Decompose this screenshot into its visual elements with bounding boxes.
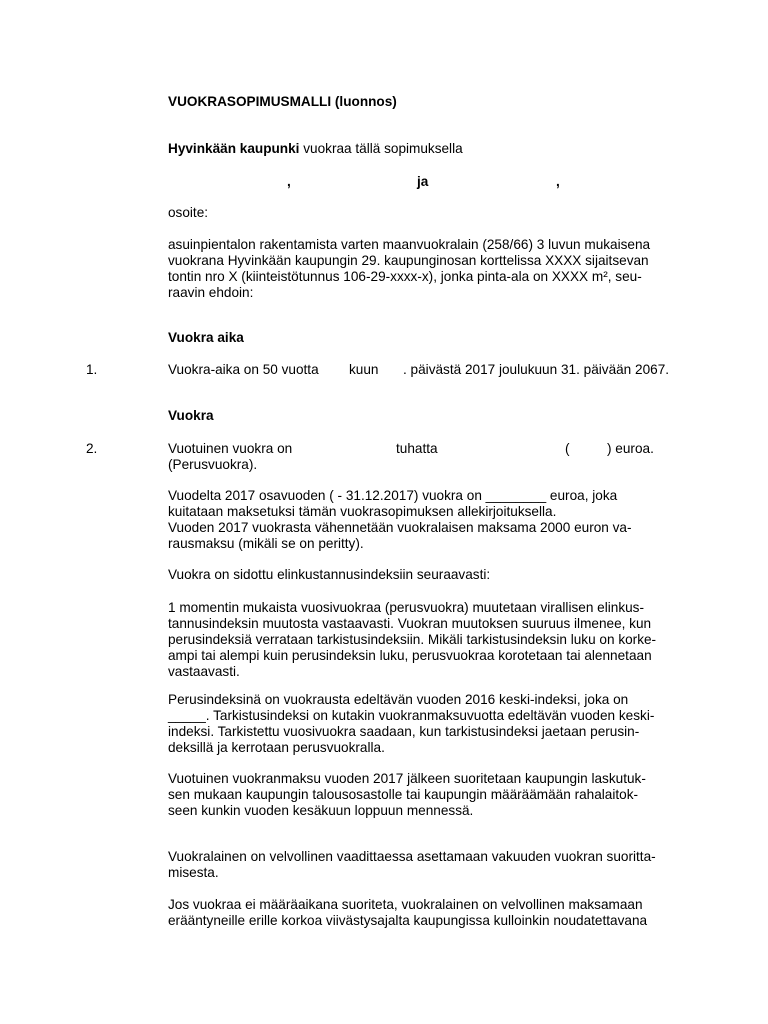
text-line: Vuoden 2017 vuokrasta vähennetään vuokralaisen maksama 2000 euron va- [168,520,632,535]
term-text-c: . päivästä 2017 joulukuun 31. päivään 2067. [403,362,670,377]
section-heading-term: Vuokra aika [168,330,244,345]
text-line: indeksi. Tarkistettu vuosivuokra saadaan, kun tarkistusindeksi jaetaan perusin- [168,724,640,739]
rent-text-c: ( [565,441,570,456]
party2-comma: , [556,174,560,189]
text-line: Perusindeksinä on vuokrausta edeltävän vuoden 2016 keski-indeksi, joka on [168,692,629,707]
address-label: osoite: [168,205,209,220]
rent-text-base: (Perusvuokra). [168,457,258,472]
term-text-b: kuun [349,362,379,377]
intro-rest: vuokraa tällä sopimuksella [299,141,463,156]
rent-text-b: tuhatta [396,441,438,456]
parties-conjunction: ja [417,174,429,189]
term-text-a: Vuokra-aika on 50 vuotta [168,362,319,377]
paragraph-security [168,849,688,881]
lessor-name: Hyvinkään kaupunki [168,141,300,156]
text-line: _____. Tarkistusindeksi on kutakin vuokranmaksuvuotta edeltävän vuoden keski- [168,708,655,723]
text-line: sen mukaan kaupungin talousosastolle tai kaupungin määräämään rahalaitok- [168,787,639,802]
section-heading-rent: Vuokra [168,408,214,423]
purpose-paragraph [168,237,688,301]
text-line: Vuotuinen vuokranmaksu vuoden 2017 jälkeen suoritetaan kaupungin laskutuk- [168,771,646,786]
text-line: Vuokralainen on velvollinen vaadittaessa asettamaan vakuuden vuokran suoritta- [168,849,656,864]
rent-text-d: ) euroa. [607,441,654,456]
text-line: perusindeksiä verrataan tarkistusindeksiin. Mikäli tarkistusindeksin luku on korke- [168,632,657,647]
text-line: vuokrana Hyvinkään kaupungin 29. kaupunginosan korttelissa XXXX sijaitsevan [168,253,649,268]
text-line: misesta. [168,865,219,880]
document-title: VUOKRASOPIMUSMALLI (luonnos) [168,94,397,109]
paragraph-index-intro: Vuokra on sidottu elinkustannusindeksiin seuraavasti: [168,567,491,582]
text-line: tontin nro X (kiinteistötunnus 106-29-xxxx-x), jonka pinta-ala on XXXX m², seu- [168,269,642,284]
intro-line [168,141,688,157]
text-line: tannusindeksin muutosta vastaavasti. Vuokran muutoksen suuruus ilmenee, kun [168,616,652,631]
paragraph-base-index [168,692,688,756]
paragraph-2017-rent [168,488,688,552]
paragraph-payment [168,771,688,819]
section-number: 1. [86,362,98,377]
text-line: Jos vuokraa ei määräaikana suoriteta, vuokralainen on velvollinen maksamaan [168,897,643,912]
party1-comma: , [287,174,291,189]
text-line: deksillä ja kerrotaan perusvuokralla. [168,740,385,755]
paragraph-late-payment [168,897,688,929]
text-line: 1 momentin mukaista vuosivuokraa (perusvuokra) muutetaan virallisen elinkus- [168,600,644,615]
text-line: erääntyneille erille korkoa viivästysajalta kaupungissa kulloinkin noudatettavana [168,913,648,928]
text-line: Vuodelta 2017 osavuoden ( - 31.12.2017) vuokra on ________ euroa, joka [168,488,618,503]
text-line: seen kunkin vuoden kesäkuun loppuun mennessä. [168,803,474,818]
text-line: kuitataan maksetuksi tämän vuokrasopimuksen allekirjoituksella. [168,504,557,519]
text-line: rausmaksu (mikäli se on peritty). [168,536,364,551]
rent-text-a: Vuotuinen vuokra on [168,441,293,456]
text-line: asuinpientalon rakentamista varten maanvuokralain (258/66) 3 luvun mukaisena [168,237,651,252]
section-number: 2. [86,441,98,456]
text-line: vastaavasti. [168,664,240,679]
paragraph-index-rule [168,600,688,680]
text-line: raavin ehdoin: [168,285,254,300]
text-line: ampi tai alempi kuin perusindeksin luku, perusvuokraa korotetaan tai alennetaan [168,648,652,663]
